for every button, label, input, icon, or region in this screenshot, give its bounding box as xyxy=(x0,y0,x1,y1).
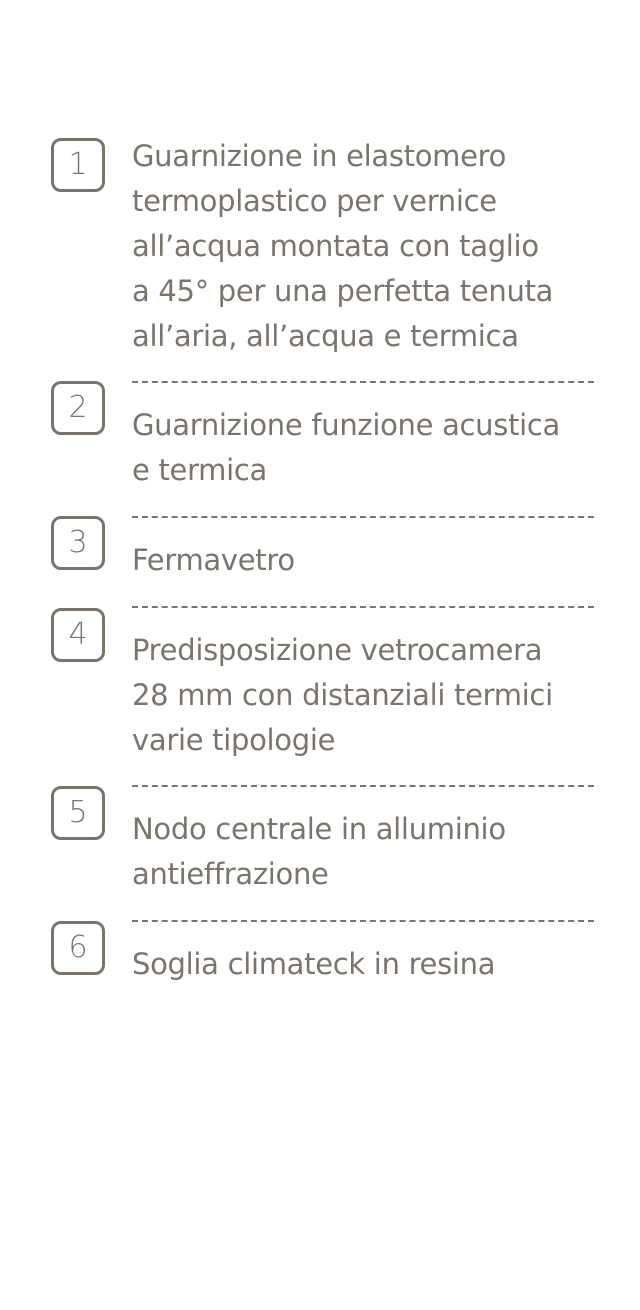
number-badge-label: 4 xyxy=(68,617,88,652)
number-badge-label: 1 xyxy=(68,147,88,182)
feature-text-3: Fermavetro xyxy=(132,543,295,577)
number-badge-label: 2 xyxy=(68,390,88,425)
dashed-divider xyxy=(132,516,594,518)
number-badge-label: 3 xyxy=(68,525,88,560)
feature-text-1: Guarnizione in elastomero termoplastico per vernice all’acqua montata con taglio a 45° per una perfetta tenuta all’aria, all’acqua e termica xyxy=(132,139,554,353)
feature-text-6: Soglia climateck in resina xyxy=(132,947,496,981)
feature-text-4: Predisposizione vetrocamera 28 mm con distanziali termici varie tipologie xyxy=(132,633,553,757)
feature-text-5: Nodo centrale in alluminio antieffrazione xyxy=(132,812,506,891)
feature-text-2: Guarnizione funzione acustica e termica xyxy=(132,408,561,487)
number-badge-6 xyxy=(51,921,105,975)
number-badge-4 xyxy=(51,608,105,662)
dashed-divider xyxy=(132,381,594,383)
number-badge-2 xyxy=(51,381,105,435)
number-badge-5 xyxy=(51,786,105,840)
number-badge-1 xyxy=(51,138,105,192)
dashed-divider xyxy=(132,920,594,922)
number-badge-label: 6 xyxy=(68,930,88,965)
dashed-divider xyxy=(132,606,594,608)
number-badge-3 xyxy=(51,516,105,570)
number-badge-label: 5 xyxy=(68,795,88,830)
dashed-divider xyxy=(132,785,594,787)
